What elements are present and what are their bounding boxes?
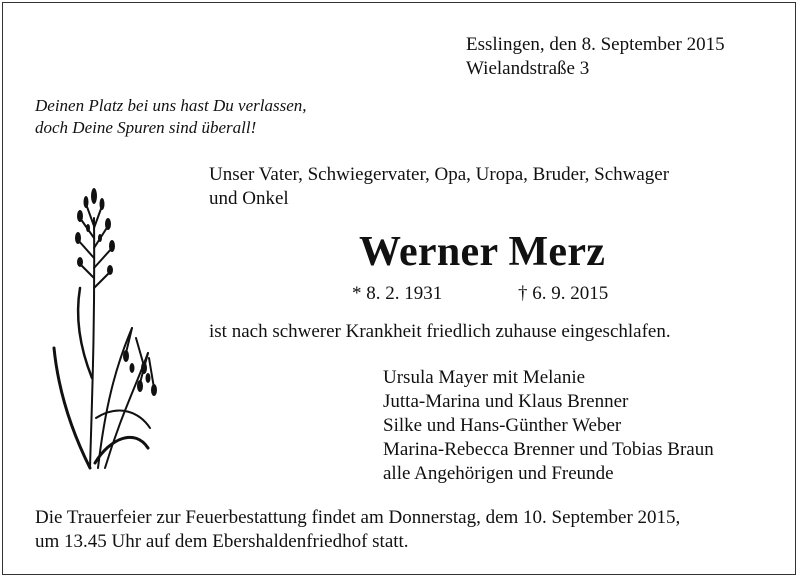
mourner-line: Jutta-Marina und Klaus Brenner bbox=[383, 391, 629, 412]
place-date: Esslingen, den 8. September 2015 bbox=[466, 34, 725, 55]
motto-line-1: Deinen Platz bei uns hast Du verlassen, bbox=[35, 96, 307, 115]
deceased-name: Werner Merz bbox=[359, 229, 606, 275]
intro-line-2: und Onkel bbox=[209, 188, 289, 209]
birth-date: * 8. 2. 1931 bbox=[352, 283, 443, 304]
intro-line-1: Unser Vater, Schwiegervater, Opa, Uropa, Bruder, Schwager bbox=[209, 164, 670, 185]
address: Wielandstraße 3 bbox=[466, 58, 590, 79]
mourner-line: Marina-Rebecca Brenner und Tobias Braun bbox=[383, 439, 714, 460]
mourner-line: Ursula Mayer mit Melanie bbox=[383, 367, 586, 388]
mourner-line: Silke und Hans-Günther Weber bbox=[383, 415, 622, 436]
grass-stalk-icon bbox=[50, 178, 165, 473]
motto-line-2: doch Deine Spuren sind überall! bbox=[35, 118, 257, 137]
funeral-line-1: Die Trauerfeier zur Feuerbestattung findet am Donnerstag, dem 10. September 2015, bbox=[35, 507, 681, 528]
mourner-line: alle Angehörigen und Freunde bbox=[383, 463, 614, 484]
death-date: † 6. 9. 2015 bbox=[518, 283, 609, 304]
funeral-line-2: um 13.45 Uhr auf dem Ebershaldenfriedhof statt. bbox=[35, 531, 409, 552]
statement: ist nach schwerer Krankheit friedlich zuhause eingeschlafen. bbox=[209, 321, 671, 342]
